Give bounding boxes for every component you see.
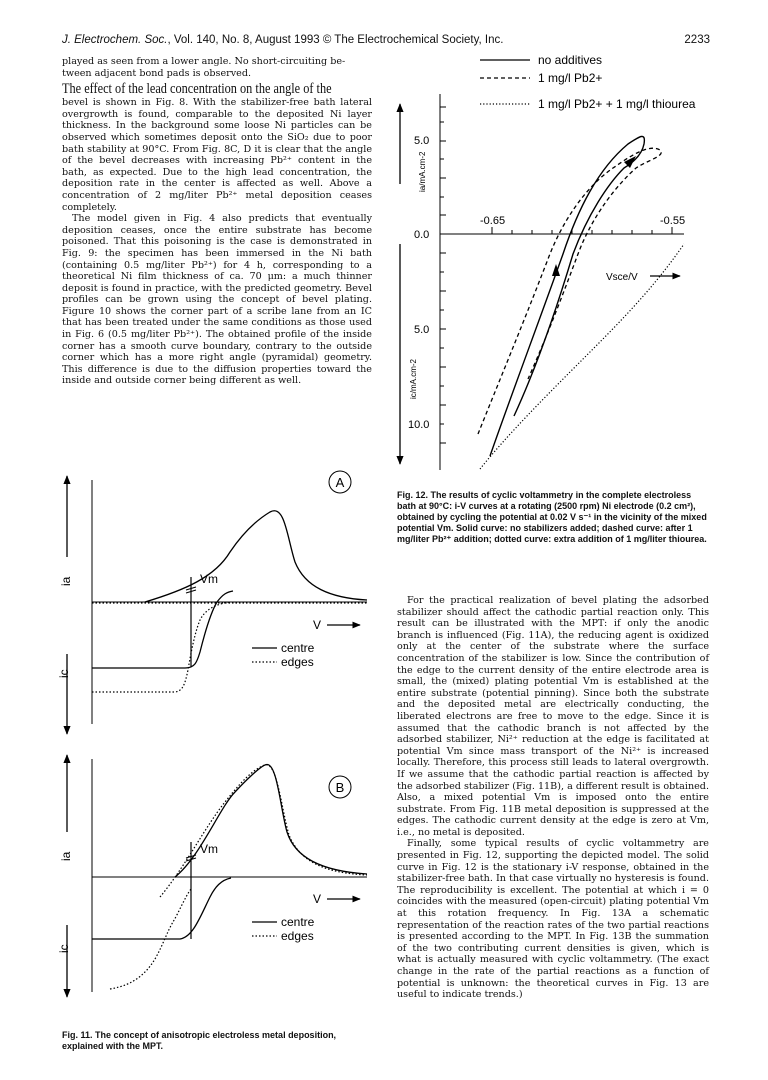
ic-label: ic	[57, 669, 71, 678]
fig12-caption: Fig. 12. The results of cyclic voltammetry in the complete electroless bath at 90°C: i-V curves at a rotating (2500 rpm) Ni electrode (0.2 cm²), obtained by cycling the potential at 0.02 V s⁻¹ in the vicinity of the mixed potential Vm. Solid curve: no stabilizers added; dashed curve: after 1 mg/liter Pb²⁺ addition; dotted curve: extra addition of 1 mg/liter thiourea.	[397, 490, 707, 544]
para-practical: For the practical realization of bevel plating the adsorbed stabilizer should affect the cathodic partial reaction only. This result can be illustrated with the MPT: if only the anodic branch is influenced (Fig. 11A), the reducing agent is oxidized only at the center of the substrate where the surface concentration of the stabilizer is low. Since the contribution of the edge to the current density of the entire electrode area is small, the (mixed) plating potential Vm is established at the entire substrate (potential pinning). Since both the substrate and the deposited metal are electrically conducting, the liberated electrons are free to move to the edge. Since it is assumed that the cathodic branch is not affected by the adsorbed stabilizer, Ni²⁺ reduction at the edge is facilitated at potential Vm since mass transport of the Ni²⁺ is increased locally. Therefore, this process still leads to lateral overgrowth. If we assume that the cathodic partial reaction is affected by the adsorbed stabilizer (Fig. 11B), a different result is obtained. Also, a mixed potential Vm is imposed onto the entire substrate. From Fig. 11B metal deposition is suppressed at the edges. The cathodic current density at the edge is zero at Vm, i.e., no metal is deposited.	[397, 595, 709, 838]
legend-dashed-label: 1 mg/l Pb2+	[538, 71, 603, 85]
panel-letter: B	[335, 780, 345, 795]
para-poisoning: The model given in Fig. 4 also predicts that eventually deposition ceases, once the entire substrate has become poisoned. That this poisoning is the case is demonstrated in Fig. 9: the specimen has been immersed in the Ni bath (containing 0.5 mg/liter Pb²⁺) for 4 h, corresponding to a theoretical Ni film thickness of ca. 70 μm: a much thinner deposit is found in practice, with the predicted geometry. Bevel profiles can be grown using the concept of bevel plating. Figure 10 shows the corner part of a scribe lane from an IC that has been treated under the same conditions as those used in Fig. 6 (0.5 mg/liter Pb²⁺). The obtained profile of the inside corner has a smooth curve boundary, contrary to the outside corner which has a more right angle (pyramidal) geometry. This difference is due to the diffusion properties toward the inside and outside corner being different as well.	[62, 213, 372, 387]
legend-centre-label: centre	[281, 641, 315, 655]
legend-edges-label: edges	[281, 929, 314, 943]
legend-solid-label: no additives	[538, 53, 603, 67]
vm-label: Vm	[200, 842, 218, 856]
v-label: V	[313, 892, 322, 906]
vm-label: Vm	[200, 572, 218, 586]
curve-pb-thiourea	[480, 244, 684, 469]
y-tick-label: 0.0	[414, 229, 430, 241]
y-tick-label: 10.0	[408, 419, 430, 431]
fig11-diagram	[55, 462, 385, 1022]
y-label-top: ia/mA.cm-2	[418, 151, 427, 192]
curve-no-additives	[490, 136, 644, 456]
journal-name: J. Electrochem. Soc.	[62, 34, 168, 46]
para-finally: Finally, some typical results of cyclic voltammetry are presented in Fig. 12, supporting the depicted model. The solid curve in Fig. 12 is the stationary i-V response, obtained in the stabilizer-free bath. In that case virtually no hysteresis is found. The reproducibility is excellent. The potential at which i = 0 coincides with the measured (open-circuit) plating potential Vm at this rotation frequency. In Fig. 13A a schematic representation of the reaction rates of the two partial reactions is presented according to the MPT. In Fig. 13B the summation of the two contributing current densities is given, which is what is actually measured with cyclic voltammetry. (The exact change in the rate of the partial reactions as a function of potential is unknown: the theoretical curves in Fig. 13 are useful to indicate trends.)	[397, 838, 709, 1001]
y-tick-marks	[440, 107, 446, 443]
page-number: 2233	[684, 34, 710, 46]
centre-anodic-curve	[145, 511, 367, 602]
legend-centre-label: centre	[281, 915, 315, 929]
left-column-text	[62, 56, 372, 387]
para-lead-effect: bevel is shown in Fig. 8. With the stabilizer-free bath lateral overgrowth is found, comparable to the deposited Ni layer thickness. In the background some loose Ni particles can be observed which sometimes deposit onto the SiO₂ due to poor bath stability at 90°C. From Fig. 8C, D it is clear that the angle of the bevel decreases with increasing Pb²⁺ content in the bath, as expected. Due to the high lead concentration, the deposition rate in the center is affected as well. Above a concentration of 2 mg/liter Pb²⁺ metal deposition ceases completely.	[62, 97, 372, 213]
fig12-voltammogram	[388, 44, 718, 484]
ia-label: ia	[59, 851, 73, 861]
section-heading: The effect of the lead concentration on the angle of the	[62, 81, 332, 98]
x-axis-label: Vsce/V	[606, 272, 638, 283]
x-tick-label: -0.65	[480, 215, 506, 227]
y-label-bottom: ic/mA.cm-2	[409, 359, 418, 399]
heading-run-in: bevel	[62, 97, 88, 109]
ia-label: ia	[59, 576, 73, 586]
panel-letter: A	[335, 475, 345, 490]
fig11-caption: Fig. 11. The concept of anisotropic electroless metal deposition, explained with the MPT.	[62, 1030, 337, 1051]
fig11-panel-a	[57, 471, 367, 734]
x-tick-label: -0.55	[660, 215, 686, 227]
legend-edges-label: edges	[281, 655, 314, 669]
edges-cathodic-curve	[92, 602, 230, 692]
ic-label: ic	[57, 944, 71, 953]
right-column-text	[397, 595, 709, 1001]
para-continued: played as seen from a lower angle. No short-circuiting be- tween adjacent bond pads is observed.	[62, 56, 346, 79]
centre-cathodic-curve	[92, 878, 231, 939]
volume-info: , Vol. 140, No. 8, August 1993 © The Electrochemical Society, Inc.	[167, 34, 504, 46]
v-label: V	[313, 618, 322, 632]
legend-dotted-label: 1 mg/l Pb2+ + 1 mg/l thiourea	[538, 97, 696, 111]
fig11-panel-b	[57, 755, 367, 997]
y-tick-label: 5.0	[414, 135, 430, 147]
y-tick-label: 5.0	[414, 324, 430, 336]
curve-pb-addition	[478, 148, 661, 434]
